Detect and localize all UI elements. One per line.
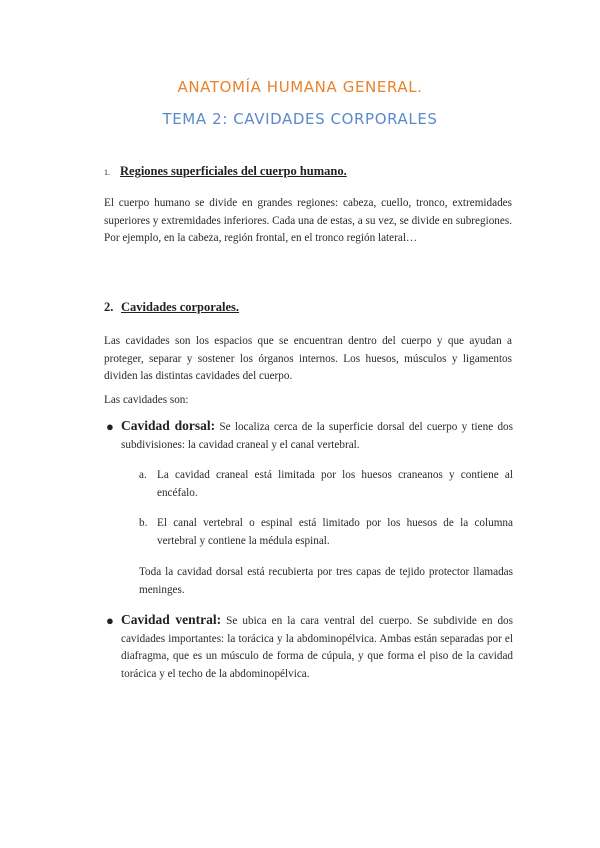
vertebral-canal-text: El canal vertebral o espinal está limitado por los huesos de la columna vertebral y contiene la médula espinal. bbox=[157, 517, 513, 547]
section-2-number: 2. bbox=[104, 300, 114, 314]
section-2-heading-text: Cavidades corporales. bbox=[121, 300, 240, 314]
ventral-cavity-lead: Cavidad ventral: bbox=[121, 612, 222, 627]
section-1-paragraph: El cuerpo humano se divide en grandes regiones: cabeza, cuello, tronco, extremidades superiores y extremidades inferiores. Cada una de estas, a su vez, se divide en subregiones. Por ejemplo, en la cabeza, región frontal, en el tronco región lateral… bbox=[104, 197, 512, 244]
cranial-cavity-text: La cavidad craneal está limitada por los huesos craneanos y contiene al encéfalo. bbox=[157, 469, 513, 499]
section-1-number: 1. bbox=[104, 168, 110, 177]
meninges-note: Toda la cavidad dorsal está recubierta por tres capas de tejido protector llamadas meninges. bbox=[139, 566, 513, 596]
section-2-paragraph: Las cavidades son los espacios que se encuentran dentro del cuerpo y que ayudan a proteger, separar y sostener los órganos internos. Los huesos, músculos y ligamentos dividen las distintas cavidades del cuerpo. bbox=[104, 335, 512, 382]
dorsal-cavity-text: Se localiza cerca de la superficie dorsal del cuerpo y tiene dos subdivisiones: la cavidad craneal y el canal vertebral. bbox=[121, 421, 513, 451]
cavities-intro: Las cavidades son: bbox=[104, 394, 189, 406]
section-1-heading bbox=[104, 164, 347, 179]
list-item-label: a. bbox=[139, 469, 147, 481]
ventral-cavity-item bbox=[121, 611, 513, 683]
bullet-icon: ● bbox=[106, 419, 114, 434]
ventral-cavity-text: Se ubica en la cara ventral del cuerpo. Se subdivide en dos cavidades importantes: la torácica y la abdominopélvica. Ambas están separadas por el diafragma, que es un músculo de forma de cúpula, y que forma el piso de la cavidad torácica y el techo de la abdominopélvica. bbox=[121, 615, 513, 680]
document-subtitle: TEMA 2: CAVIDADES CORPORALES bbox=[162, 110, 438, 128]
bullet-icon: ● bbox=[106, 613, 114, 628]
list-item-label: b. bbox=[139, 517, 148, 529]
section-2-heading bbox=[104, 300, 239, 315]
section-1-heading-text: Regiones superficiales del cuerpo humano. bbox=[120, 164, 347, 178]
dorsal-cavity-item bbox=[121, 417, 513, 454]
dorsal-cavity-lead: Cavidad dorsal: bbox=[121, 418, 216, 433]
document-title: ANATOMÍA HUMANA GENERAL. bbox=[177, 78, 423, 96]
